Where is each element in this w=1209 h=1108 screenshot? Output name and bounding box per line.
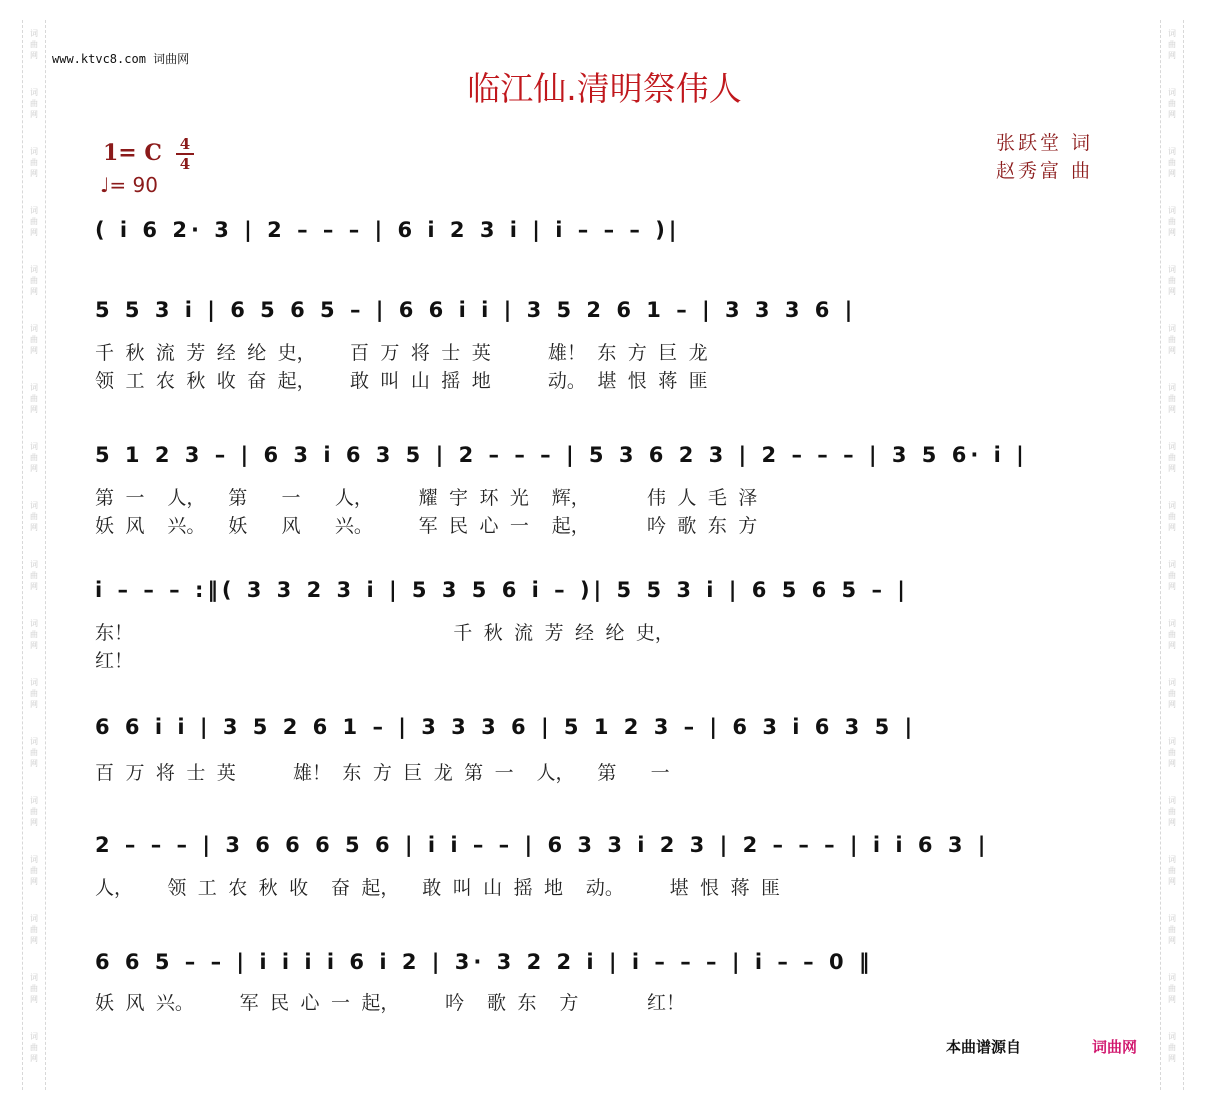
watermark-stamp: 词 曲 网 — [30, 147, 38, 178]
watermark-stamp: 词 曲 网 — [1168, 442, 1176, 473]
time-signature-bottom: 4 — [179, 155, 191, 173]
watermark-stamp: 词 曲 网 — [30, 737, 38, 768]
watermark-stamp: 词 曲 网 — [1168, 1032, 1176, 1063]
watermark-stamp: 词 曲 网 — [1168, 973, 1176, 1004]
watermark-stamp: 词 曲 网 — [1168, 796, 1176, 827]
lyric-line-1: 百 万 将 士 英 雄！ 东 方 巨 龙 第 一 人， 第 一 — [95, 762, 670, 784]
watermark-stamp: 词 曲 网 — [30, 973, 38, 1004]
notes-line: 6 6 5 – – | i i i i 6 i 2 | 3· 3 2 2 i | i – – – | i – – 0 ‖ — [95, 950, 874, 974]
watermark-stamp: 词 曲 网 — [30, 88, 38, 119]
watermark-stamp: 词 曲 网 — [1168, 678, 1176, 709]
watermark-stamp: 词 曲 网 — [1168, 265, 1176, 296]
watermark-stamp: 词 曲 网 — [1168, 206, 1176, 237]
score-row-2 — [95, 298, 1120, 392]
notes-line: i – – – :‖( 3 3 2 3 i | 5 3 5 6 i – )| 5 5 3 i | 6 5 6 5 – | — [95, 578, 909, 602]
lyric-line-1: 千 秋 流 芳 经 纶 史， 百 万 将 士 英 雄！ 东 方 巨 龙 — [95, 342, 708, 364]
right-watermark-strip — [1160, 20, 1184, 1090]
watermark-stamp: 词 曲 网 — [1168, 324, 1176, 355]
lyric-line-1: 人， 领 工 农 秋 收 奋 起， 敢 叫 山 摇 地 动。 堪 恨 蒋 匪 — [95, 877, 780, 899]
watermark-stamp: 词 曲 网 — [30, 501, 38, 532]
watermark-stamp: 词 曲 网 — [30, 796, 38, 827]
watermark-stamp: 词 曲 网 — [1168, 147, 1176, 178]
score-row-1 — [95, 218, 1120, 272]
notes-line: ( i 6 2· 3 | 2 – – – | 6 i 2 3 i | i – – – )| — [95, 218, 681, 242]
score-row-4 — [95, 578, 1120, 672]
watermark-stamp: 词 曲 网 — [30, 1032, 38, 1063]
time-signature-top: 4 — [179, 135, 191, 153]
watermark-stamp: 词 曲 网 — [1168, 560, 1176, 591]
site-label[interactable]: www.ktvc8.com 词曲网 — [52, 52, 190, 66]
lyric-line-1: 妖 风 兴。 军 民 心 一 起， 吟 歌 东 方 红！ — [95, 992, 685, 1014]
score-row-7 — [95, 950, 1120, 1014]
footer-brand-link[interactable]: 词曲网 — [1092, 1038, 1138, 1056]
lyric-line-1: 东！ 千 秋 流 芳 经 纶 史， — [95, 622, 674, 644]
watermark-stamp: 词 曲 网 — [30, 383, 38, 414]
watermark-stamp: 词 曲 网 — [1168, 88, 1176, 119]
watermark-stamp: 词 曲 网 — [30, 442, 38, 473]
watermark-stamp: 词 曲 网 — [1168, 914, 1176, 945]
score-row-3 — [95, 443, 1120, 537]
lyric-line-1: 第 一 人， 第 一 人， 耀 宇 环 光 辉， 伟 人 毛 泽 — [95, 487, 758, 509]
watermark-stamp: 词 曲 网 — [30, 265, 38, 296]
footer-label: 本曲谱源自 — [946, 1038, 1022, 1056]
watermark-stamp: 词 曲 网 — [30, 619, 38, 650]
watermark-stamp: 词 曲 网 — [30, 206, 38, 237]
lyricist-credit: 张跃堂 词 — [996, 132, 1094, 154]
notes-line: 5 5 3 i | 6 5 6 5 – | 6 6 i i | 3 5 2 6 1 – | 3 3 3 6 | — [95, 298, 857, 322]
watermark-stamp: 词 曲 网 — [30, 324, 38, 355]
page-title: 临江仙.清明祭伟人 — [467, 69, 742, 108]
watermark-stamp: 词 曲 网 — [30, 29, 38, 60]
notes-line: 6 6 i i | 3 5 2 6 1 – | 3 3 3 6 | 5 1 2 3 – | 6 3 i 6 3 5 | — [95, 715, 917, 739]
watermark-stamp: 词 曲 网 — [30, 855, 38, 886]
composer-credit: 赵秀富 曲 — [996, 160, 1094, 182]
watermark-stamp: 词 曲 网 — [1168, 501, 1176, 532]
score-row-6 — [95, 833, 1120, 899]
score-row-5 — [95, 715, 1120, 784]
watermark-stamp: 词 曲 网 — [1168, 737, 1176, 768]
tempo-marking: ♩= 90 — [100, 173, 158, 197]
notes-line: 5 1 2 3 – | 6 3 i 6 3 5 | 2 – – – | 5 3 6 2 3 | 2 – – – | 3 5 6· i | — [95, 443, 1028, 467]
watermark-stamp: 词 曲 网 — [30, 678, 38, 709]
left-watermark-strip — [22, 20, 46, 1090]
watermark-stamp: 词 曲 网 — [1168, 29, 1176, 60]
watermark-stamp: 词 曲 网 — [1168, 855, 1176, 886]
watermark-stamp: 词 曲 网 — [30, 560, 38, 591]
lyric-line-2: 领 工 农 秋 收 奋 起， 敢 叫 山 摇 地 动。 堪 恨 蒋 匪 — [95, 370, 708, 392]
key-signature: 1= C — [103, 140, 162, 166]
time-signature — [174, 136, 196, 172]
lyric-line-2: 红！ — [95, 650, 134, 672]
watermark-stamp: 词 曲 网 — [30, 914, 38, 945]
watermark-stamp: 词 曲 网 — [1168, 619, 1176, 650]
notes-line: 2 – – – | 3 6 6 6 5 6 | i i – – | 6 3 3 i 2 3 | 2 – – – | i i 6 3 | — [95, 833, 990, 857]
watermark-stamp: 词 曲 网 — [1168, 383, 1176, 414]
lyric-line-2: 妖 风 兴。 妖 风 兴。 军 民 心 一 起， 吟 歌 东 方 — [95, 515, 758, 537]
